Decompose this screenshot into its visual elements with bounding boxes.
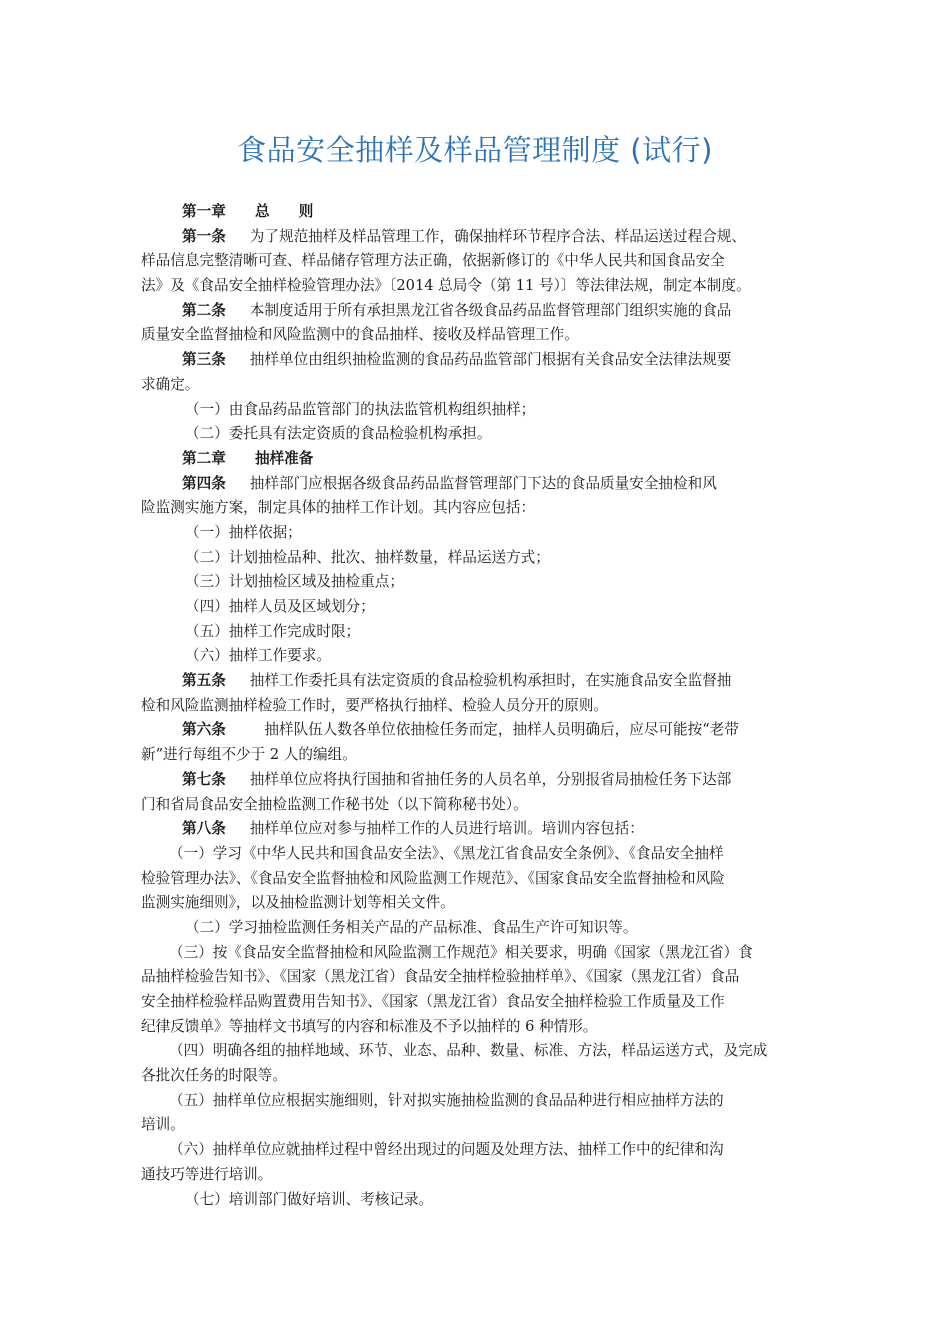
document-title: 食品安全抽样及样品管理制度 (试行) [237, 133, 713, 167]
list-item [141, 916, 811, 941]
line-text: 求确定。 [141, 375, 200, 393]
list-item [141, 422, 811, 447]
continuation-line [141, 965, 811, 990]
paragraph-line [141, 1138, 811, 1163]
article-line [141, 225, 811, 250]
article-line [141, 718, 811, 743]
line-text: 各批次任务的时限等。 [141, 1067, 287, 1085]
continuation-line [141, 1015, 811, 1040]
line-text: （五）抽样工作完成时限； [185, 622, 361, 640]
line-text: （一）抽样依据； [185, 523, 302, 541]
list-item [141, 546, 811, 571]
paragraph-line [141, 842, 811, 867]
continuation-line [141, 274, 811, 299]
list-item [141, 570, 811, 595]
line-text: （二）学习抽检监测任务相关产品的产品标准、食品生产许可知识等。 [185, 918, 638, 936]
line-text: 通技巧等进行培训。 [141, 1165, 273, 1183]
line-text: （二）计划抽检品种、批次、抽样数量，样品运送方式； [185, 548, 550, 566]
article-number: 第二条 [182, 301, 226, 319]
paragraph-line [141, 1089, 811, 1114]
continuation-line [141, 891, 811, 916]
line-text: 新”进行每组不少于 2 人的编组。 [141, 746, 357, 764]
article-number: 第四条 [182, 474, 226, 492]
article-number: 第一章 总 则 [182, 203, 314, 220]
line-text: 培训。 [141, 1116, 185, 1134]
line-text: （二）委托具有法定资质的食品检验机构承担。 [185, 425, 492, 443]
paragraph-line [141, 1039, 811, 1064]
list-item [141, 521, 811, 546]
line-text: 险监测实施方案，制定具体的抽样工作计划。其内容应包括： [141, 499, 536, 517]
chapter-heading [141, 447, 811, 472]
continuation-line [141, 793, 811, 818]
article-line [141, 768, 811, 793]
article-line [141, 299, 811, 324]
continuation-line [141, 249, 811, 274]
line-text: 法》及《食品安全抽样检验管理办法》〔2014 总局令（第 11 号）〕等法律法规，制定本制度。 [141, 277, 751, 295]
line-text: 抽样队伍人数各单位依抽检任务而定，抽样人员明确后，应尽可能按“老带 [249, 721, 739, 739]
line-text: （六）抽样工作要求。 [185, 647, 331, 665]
article-line [141, 472, 811, 497]
line-text: 抽样单位由组织抽检监测的食品药品监管部门根据有关食品安全法律法规要 [249, 351, 732, 369]
list-item [141, 595, 811, 620]
line-text: 安全抽样检验样品购置费用告知书》、《国家（黑龙江省）食品安全抽样检验工作质量及工作 [141, 993, 725, 1010]
line-text: 本制度适用于所有承担黑龙江省各级食品药品监督管理部门组织实施的食品 [249, 301, 732, 319]
line-text: 门和省局食品安全抽检监测工作秘书处（以下简称秘书处）。 [141, 795, 528, 813]
line-text: （五）抽样单位应根据实施细则，针对拟实施抽检监测的食品品种进行相应抽样方法的 [169, 1091, 724, 1109]
continuation-line [141, 323, 811, 348]
continuation-line [141, 990, 811, 1015]
list-item [141, 1188, 811, 1213]
paragraph-line [141, 941, 811, 966]
list-item [141, 398, 811, 423]
line-text: 抽样工作委托具有法定资质的食品检验机构承担时，在实施食品安全监督抽 [249, 672, 732, 690]
line-text: 质量安全监督抽检和风险监测中的食品抽样、接收及样品管理工作。 [141, 326, 579, 344]
line-text: 纪律反馈单》等抽样文书填写的内容和标准及不予以抽样的 6 种情形。 [141, 1017, 598, 1035]
line-text: 抽样部门应根据各级食品药品监督管理部门下达的食品质量安全抽检和风 [249, 474, 717, 492]
article-number: 第五条 [182, 672, 226, 690]
line-text: （一）由食品药品监管部门的执法监管机构组织抽样； [185, 400, 536, 418]
line-text: （一）学习《中华人民共和国食品安全法》、《黑龙江省食品安全条例》、《食品安全抽样 [169, 844, 724, 862]
article-number: 第八条 [182, 820, 226, 838]
list-item [141, 620, 811, 645]
line-text: 抽样单位应对参与抽样工作的人员进行培训。培训内容包括： [249, 820, 644, 838]
document-body [141, 200, 811, 1212]
continuation-line [141, 1163, 811, 1188]
line-text: （六）抽样单位应就抽样过程中曾经出现过的问题及处理方法、抽样工作中的纪律和沟 [169, 1141, 724, 1159]
article-line [141, 669, 811, 694]
line-text: （四）抽样人员及区域划分； [185, 598, 375, 615]
line-text: 为了规范抽样及样品管理工作，确保抽样环节程序合法、样品运送过程合规、 [249, 227, 746, 245]
article-number: 第六条 [182, 721, 226, 739]
line-text: 检验管理办法》、《食品安全监督抽检和风险监测工作规范》、《国家食品安全监督抽检和风险 [141, 869, 725, 887]
continuation-line [141, 1064, 811, 1089]
continuation-line [141, 496, 811, 521]
line-text: （四）明确各组的抽样地域、环节、业态、品种、数量、标准、方法，样品运送方式，及完成 [169, 1042, 768, 1060]
line-text: （七）培训部门做好培训、考核记录。 [185, 1190, 434, 1208]
article-line [141, 817, 811, 842]
article-line [141, 348, 811, 373]
line-text: 监测实施细则》，以及抽检监测计划等相关文件。 [141, 894, 455, 912]
line-text: 品抽样检验告知书》、《国家（黑龙江省）食品安全抽样检验抽样单》、《国家（黑龙江省）食品 [141, 968, 740, 986]
continuation-line [141, 694, 811, 719]
article-number: 第二章 抽样准备 [182, 449, 314, 467]
line-text: （三）计划抽检区域及抽检重点； [185, 573, 404, 591]
continuation-line [141, 1113, 811, 1138]
line-text: 样品信息完整清晰可查、样品储存管理方法正确，依据新修订的《中华人民共和国食品安全 [141, 252, 725, 270]
line-text: 检和风险监测抽样检验工作时，要严格执行抽样、检验人员分开的原则。 [141, 696, 609, 714]
article-number: 第一条 [182, 227, 226, 245]
line-text: （三）按《食品安全监督抽检和风险监测工作规范》相关要求，明确《国家（黑龙江省）食 [169, 943, 753, 961]
article-number: 第七条 [182, 770, 226, 788]
continuation-line [141, 867, 811, 892]
line-text: 抽样单位应将执行国抽和省抽任务的人员名单，分别报省局抽检任务下达部 [249, 770, 732, 788]
article-number: 第三条 [182, 351, 226, 369]
continuation-line [141, 373, 811, 398]
list-item [141, 644, 811, 669]
chapter-heading [141, 200, 811, 225]
continuation-line [141, 743, 811, 768]
